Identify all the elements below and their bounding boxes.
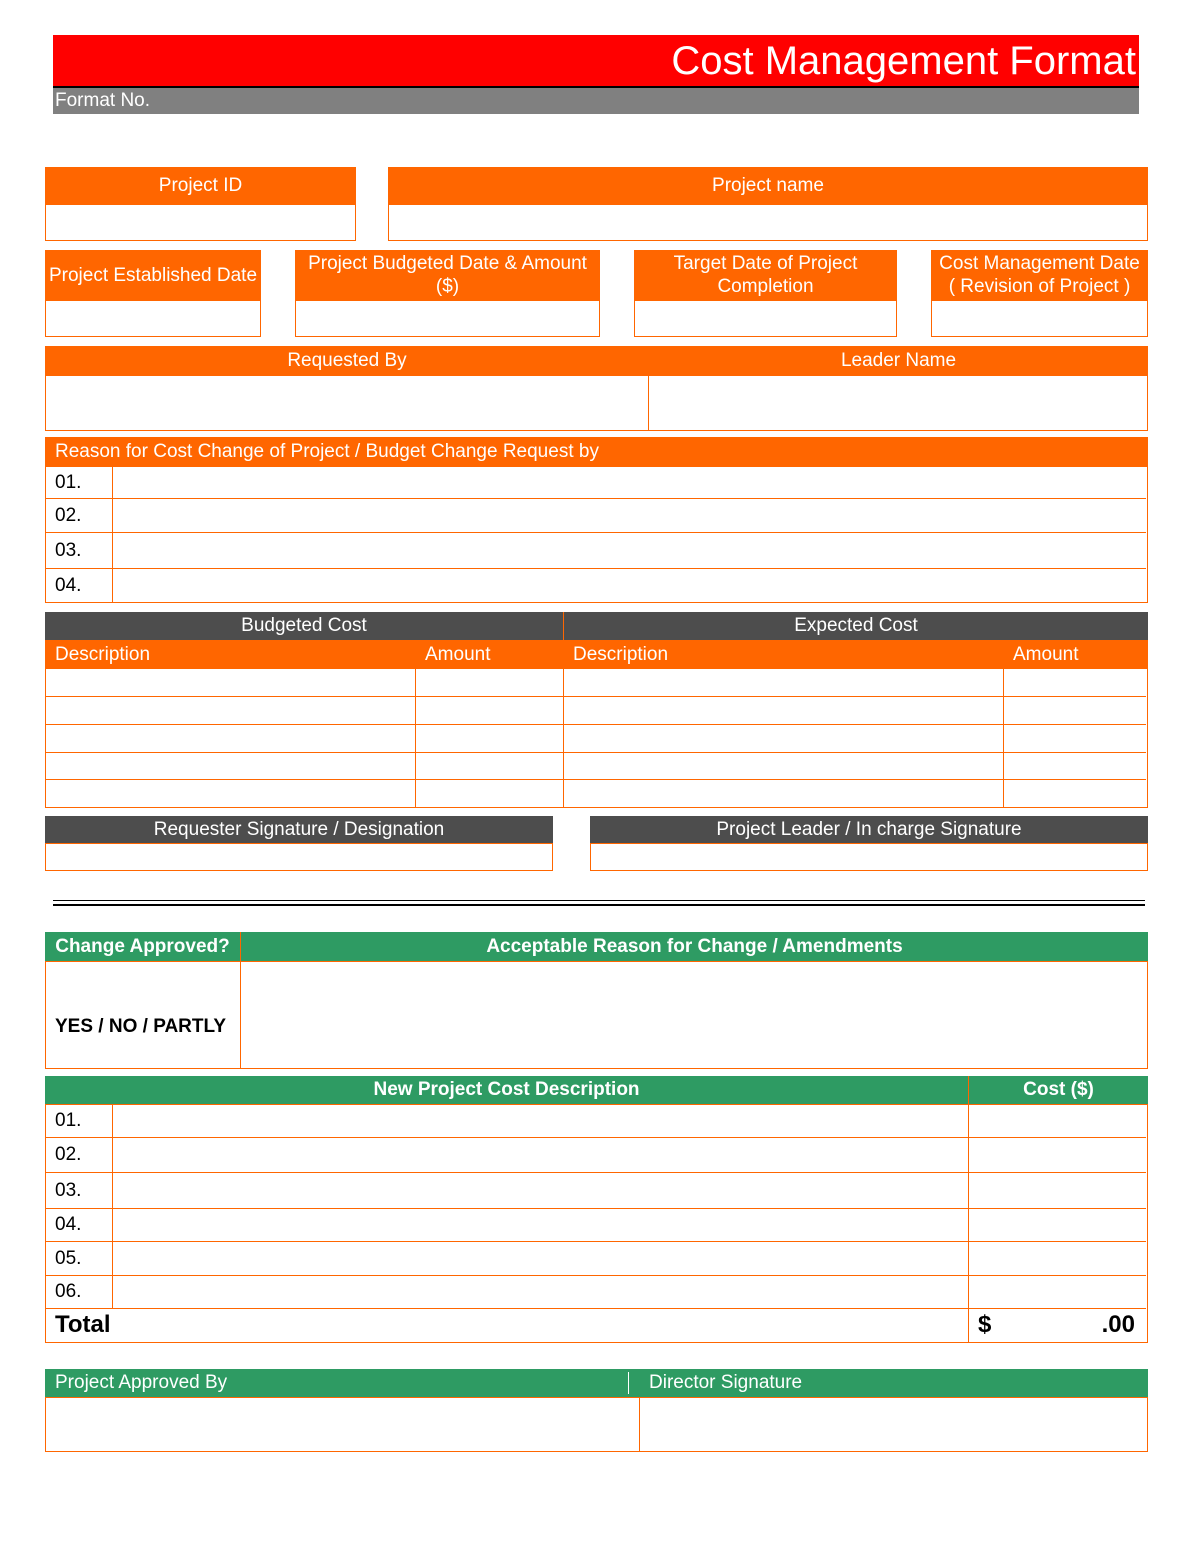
requester-signature-label: Requester Signature / Designation [153,818,445,840]
expected-cost-title: Expected Cost [794,615,918,636]
reason-input[interactable] [113,467,1146,498]
new-cost-amount-input[interactable] [969,1105,1146,1137]
total-decimals: .00 [1101,1311,1135,1338]
cost-mgmt-date-field[interactable] [931,300,1148,337]
reason-row-number: 01. [55,471,82,493]
project-name-field[interactable] [388,204,1148,241]
format-no-bar [53,88,1139,114]
section-divider [53,900,1145,901]
acceptable-reason-field[interactable] [240,961,1148,1069]
reason-row-number: 03. [55,539,82,561]
reason-row-number: 04. [55,574,82,596]
requested-by-field[interactable] [45,375,649,431]
approved-by-label: Project Approved By [55,1372,228,1393]
new-cost-row-number: 03. [55,1179,82,1201]
approved-by-header [45,1369,639,1397]
new-cost-description-input[interactable] [113,1209,968,1241]
total-label: Total [55,1311,111,1338]
new-cost-amount-input[interactable] [969,1242,1146,1275]
project-id-field[interactable] [45,204,356,241]
new-cost-row-number: 06. [55,1281,82,1302]
section-divider [53,904,1145,906]
expected-description-label: Description [573,643,669,665]
director-signature-header [639,1369,1148,1397]
change-approved-label: Change Approved? [55,935,230,957]
new-cost-row-number: 04. [55,1214,82,1235]
project-name-header [388,167,1148,204]
director-signature-field[interactable] [639,1397,1148,1452]
project-name-label: Project name [712,175,824,196]
budgeted-description-label: Description [55,643,151,665]
expected-amount-label: Amount [1013,643,1079,665]
reason-table [45,466,1148,603]
established-date-label: Project Established Date [48,264,258,286]
change-approved-header [45,932,240,961]
approval-options: YES / NO / PARTLY [55,1016,227,1037]
page-title: Cost Management Format [671,39,1136,83]
new-cost-row-number: 02. [55,1144,82,1165]
expected-cost-header [564,612,1148,640]
format-no-label: Format No. [55,90,151,111]
budgeted-cost-title: Budgeted Cost [241,615,367,636]
new-cost-amount-input[interactable] [969,1138,1146,1172]
leader-name-label: Leader Name [840,350,957,371]
new-cost-description-header [45,1076,968,1104]
budgeted-date-label: Project Budgeted Date & Amount ($) [308,253,587,297]
approved-by-field[interactable] [45,1397,640,1452]
budgeted-cost-header [45,612,563,640]
reason-input[interactable] [113,569,1146,602]
reason-title: Reason for Cost Change of Project / Budget Change Request by [55,441,599,462]
acceptable-reason-header [241,932,1148,961]
cost-mgmt-date-label-line2: ( Revision of Project ) [948,276,1131,297]
requester-signature-field[interactable] [45,843,553,871]
project-id-label: Project ID [158,175,243,196]
new-cost-amount-input[interactable] [969,1209,1146,1241]
budgeted-date-header [295,250,600,300]
total-amount-input[interactable] [996,1309,1096,1341]
reason-input[interactable] [113,499,1146,532]
new-cost-description-input[interactable] [113,1138,968,1172]
new-cost-description-input[interactable] [113,1242,968,1275]
cost-mgmt-date-header [931,250,1148,300]
budgeted-description-header [45,640,415,668]
leader-signature-field[interactable] [590,843,1148,871]
title-bar [53,35,1139,86]
new-cost-row-number: 01. [55,1110,82,1131]
established-date-header [45,250,261,300]
leader-signature-header [590,816,1148,843]
established-date-field[interactable] [45,300,261,337]
target-date-header [634,250,897,300]
target-date-label-line1: Target Date of Project [673,253,858,274]
leader-name-field[interactable] [648,375,1148,431]
requester-signature-header [45,816,553,843]
project-id-header [45,167,356,204]
expected-description-header [563,640,1003,668]
reason-row-number: 02. [55,504,82,526]
new-cost-description-label: New Project Cost Description [373,1079,640,1100]
new-cost-description-input[interactable] [113,1276,968,1308]
total-currency: $ [978,1311,992,1338]
new-cost-description-input[interactable] [113,1105,968,1137]
budgeted-amount-label: Amount [425,643,491,665]
target-date-field[interactable] [634,300,897,337]
acceptable-reason-label: Acceptable Reason for Change / Amendments [486,935,903,957]
new-cost-amount-header [969,1076,1148,1104]
new-cost-amount-input[interactable] [969,1276,1146,1308]
change-approved-field[interactable] [45,961,241,1069]
target-date-label-line2: Completion [717,276,814,297]
reason-header [45,437,1148,466]
requested-by-label: Requested By [287,350,407,371]
cost-mgmt-date-label-line1: Cost Management Date [939,253,1140,274]
new-cost-amount-input[interactable] [969,1173,1146,1208]
leader-name-header [649,346,1148,375]
new-cost-table [45,1104,1148,1343]
cost-table-body[interactable] [45,668,1148,808]
expected-amount-header [1003,640,1148,668]
director-signature-label: Director Signature [649,1372,803,1393]
budgeted-amount-header [415,640,563,668]
reason-input[interactable] [113,533,1146,568]
new-cost-row-number: 05. [55,1247,82,1269]
budgeted-date-field[interactable] [295,300,600,337]
new-cost-amount-label: Cost ($) [1023,1079,1094,1100]
leader-signature-label: Project Leader / In charge Signature [716,818,1022,840]
requested-by-header [45,346,649,375]
new-cost-description-input[interactable] [113,1173,968,1208]
